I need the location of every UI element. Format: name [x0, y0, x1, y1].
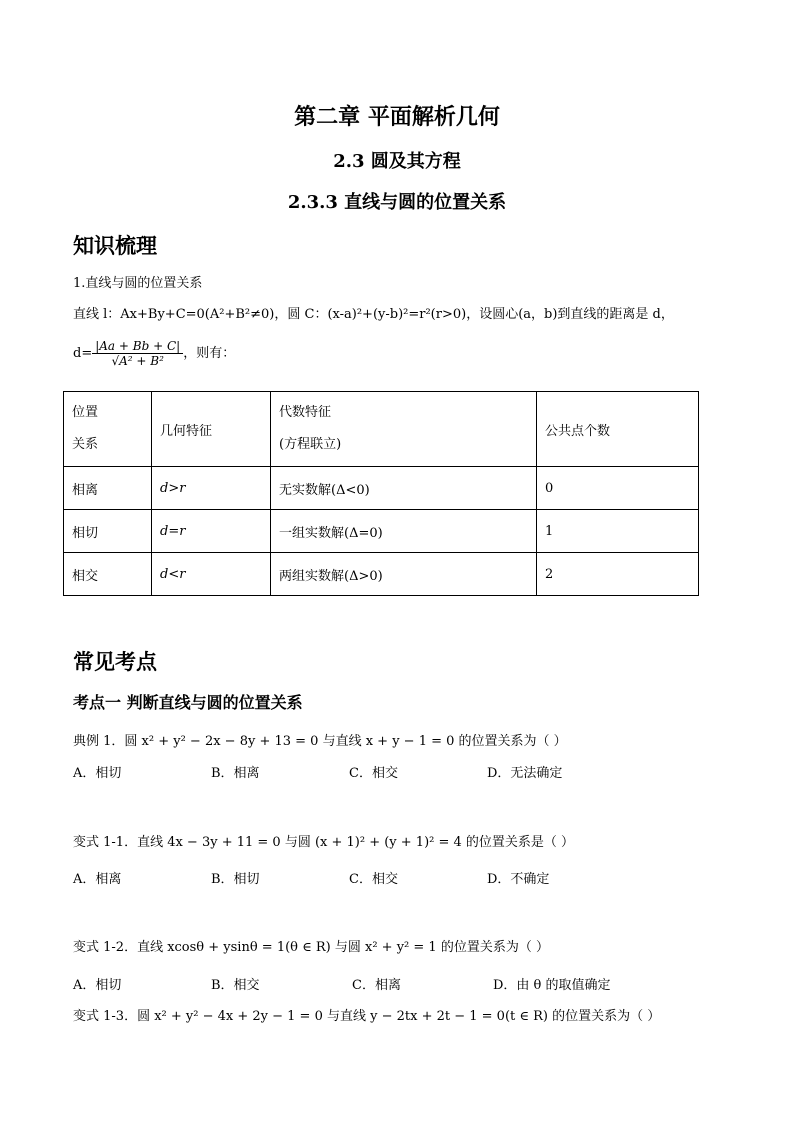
header-position: 位置 关系 [64, 392, 152, 467]
cell-relation: 相切 [64, 510, 152, 553]
cell-algebraic: 两组实数解(Δ>0) [271, 553, 537, 596]
distance-label: d= [73, 346, 93, 361]
variant-1-1-option-d: D．不确定 [487, 872, 550, 887]
fraction-denominator: √A² + B² [111, 354, 164, 368]
fraction-numerator: |Aa + Bb + C| [92, 339, 183, 354]
variant-1-1-option-c: C．相交 [349, 872, 398, 887]
header-geometric: 几何特征 [152, 392, 271, 467]
table-row [64, 553, 699, 596]
table-row [64, 467, 699, 510]
table-header-row [64, 392, 699, 467]
position-relation-table [63, 391, 699, 596]
cell-relation: 相交 [64, 553, 152, 596]
chapter-title: 第二章 平面解析几何 [294, 104, 500, 130]
example-1-option-c: C．相交 [349, 766, 398, 781]
variant-1-3-stem: 变式 1-3．圆 x² + y² − 4x + 2y − 1 = 0 与直线 y − 2tx + 2t − 1 = 0(t ∈ R) 的位置关系为（ ） [73, 1009, 661, 1024]
variant-1-2-option-d: D．由 θ 的取值确定 [493, 978, 611, 993]
distance-fraction [92, 339, 183, 368]
cell-algebraic: 无实数解(Δ<0) [271, 467, 537, 510]
cell-count: 0 [537, 467, 699, 510]
variant-1-1-option-a: A．相离 [73, 872, 122, 887]
subsection-title: 2.3.3 直线与圆的位置关系 [287, 192, 507, 213]
distance-formula [73, 339, 235, 368]
example-1-option-b: B．相离 [211, 766, 260, 781]
cell-relation: 相离 [64, 467, 152, 510]
variant-1-1-option-b: B．相切 [211, 872, 260, 887]
table-row [64, 510, 699, 553]
example-1-stem: 典例 1．圆 x² + y² − 2x − 8y + 13 = 0 与直线 x + y − 1 = 0 的位置关系为（ ） [73, 734, 567, 749]
variant-1-2-option-c: C．相离 [352, 978, 401, 993]
knowledge-item-title: 1.直线与圆的位置关系 [73, 276, 203, 291]
variant-1-2-option-a: A．相切 [73, 978, 122, 993]
example-1-option-a: A．相切 [73, 766, 122, 781]
cell-geometric: d>r [152, 467, 271, 510]
variant-1-1-stem: 变式 1-1．直线 4x − 3y + 11 = 0 与圆 (x + 1)² + (y + 1)² = 4 的位置关系是（ ） [73, 835, 575, 850]
variant-1-2-option-b: B．相交 [211, 978, 260, 993]
header-common-points: 公共点个数 [537, 392, 699, 467]
cell-geometric: d=r [152, 510, 271, 553]
cell-geometric: d<r [152, 553, 271, 596]
cell-count: 2 [537, 553, 699, 596]
section-title: 2.3 圆及其方程 [333, 151, 461, 172]
line-circle-intro: 直线 l：Ax+By+C=0(A²+B²≠0)，圆 C：(x-a)²+(y-b)²=r²(r>0)，设圆心(a，b)到直线的距离是 d， [73, 307, 674, 322]
variant-1-2-stem: 变式 1-2．直线 xcosθ + ysinθ = 1(θ ∈ R) 与圆 x² + y² = 1 的位置关系为（ ） [73, 940, 549, 955]
exam-point-1: 考点一 判断直线与圆的位置关系 [73, 693, 303, 712]
cell-count: 1 [537, 510, 699, 553]
then-text: ，则有： [183, 346, 236, 361]
example-1-option-d: D．无法确定 [487, 766, 563, 781]
header-algebraic: 代数特征 (方程联立) [271, 392, 537, 467]
cell-algebraic: 一组实数解(Δ=0) [271, 510, 537, 553]
exam-heading: 常见考点 [73, 650, 157, 674]
knowledge-heading: 知识梳理 [73, 234, 157, 258]
